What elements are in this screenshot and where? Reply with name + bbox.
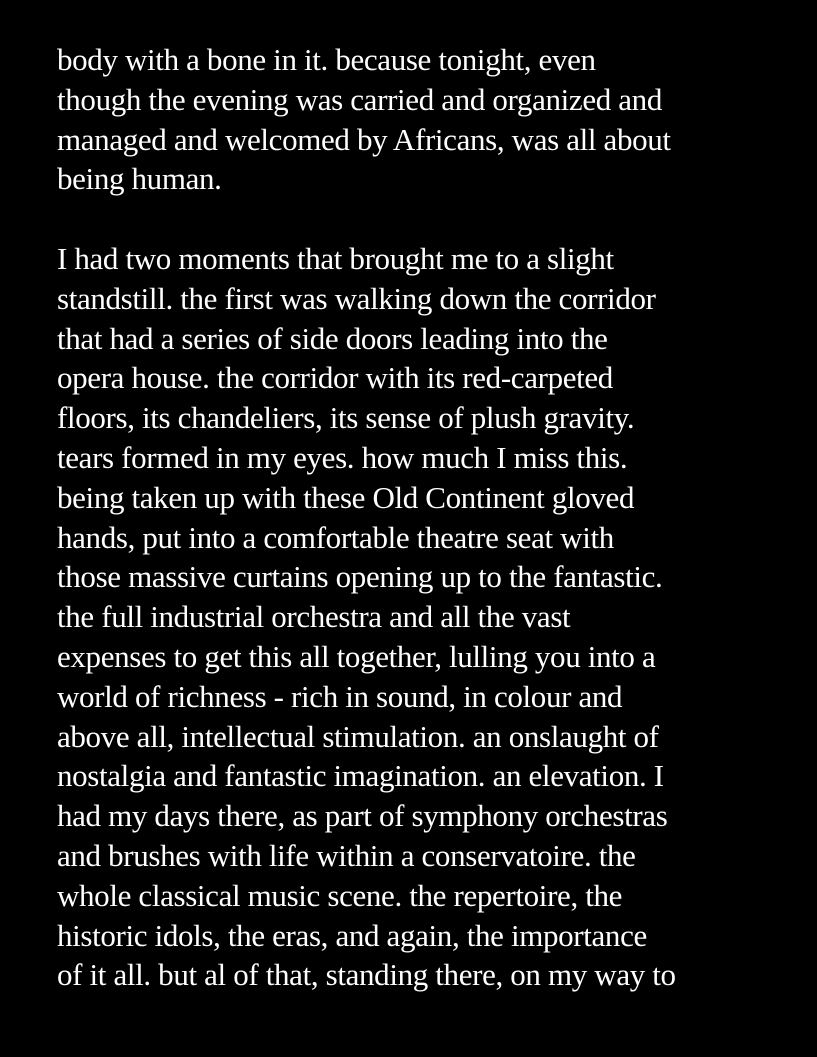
text-line: that had a series of side doors leading into the [57, 320, 608, 356]
paragraph-2 [57, 239, 797, 995]
paragraph-gap [57, 199, 797, 239]
text-line: expenses to get this all together, lulling you into a [57, 638, 656, 674]
paragraph-1 [57, 40, 797, 199]
text-line: though the evening was carried and organized and [57, 81, 662, 117]
text-line: the full industrial orchestra and all the vast [57, 599, 571, 635]
text-line: being human. [57, 161, 222, 197]
text-line: had my days there, as part of symphony orchestras [57, 798, 668, 834]
document-body [57, 40, 797, 995]
text-line: I had two moments that brought me to a slight [57, 240, 614, 276]
text-line: whole classical music scene. the repertoire, the [57, 877, 623, 913]
text-line: floors, its chandeliers, its sense of plush gravity. [57, 400, 635, 436]
text-line: above all, intellectual stimulation. an onslaught of [57, 718, 659, 754]
text-line: body with a bone in it. because tonight, even [57, 42, 596, 77]
text-line: nostalgia and fantastic imagination. an elevation. I [57, 758, 664, 794]
text-line: those massive curtains opening up to the fantastic. [57, 559, 663, 595]
text-line: world of richness - rich in sound, in colour and [57, 678, 623, 714]
text-line: standstill. the first was walking down the corridor [57, 280, 656, 316]
text-line: and brushes with life within a conservatoire. the [57, 837, 636, 873]
text-line: opera house. the corridor with its red-carpeted [57, 360, 613, 396]
text-line: hands, put into a comfortable theatre seat with [57, 519, 614, 555]
text-line: of it all. but al of that, standing there, on my way to [57, 957, 676, 993]
text-line: tears formed in my eyes. how much I miss this. [57, 439, 628, 475]
text-line: being taken up with these Old Continent gloved [57, 479, 635, 515]
text-line: historic idols, the eras, and again, the importance [57, 917, 647, 953]
text-line: managed and welcomed by Africans, was all about [57, 121, 671, 157]
